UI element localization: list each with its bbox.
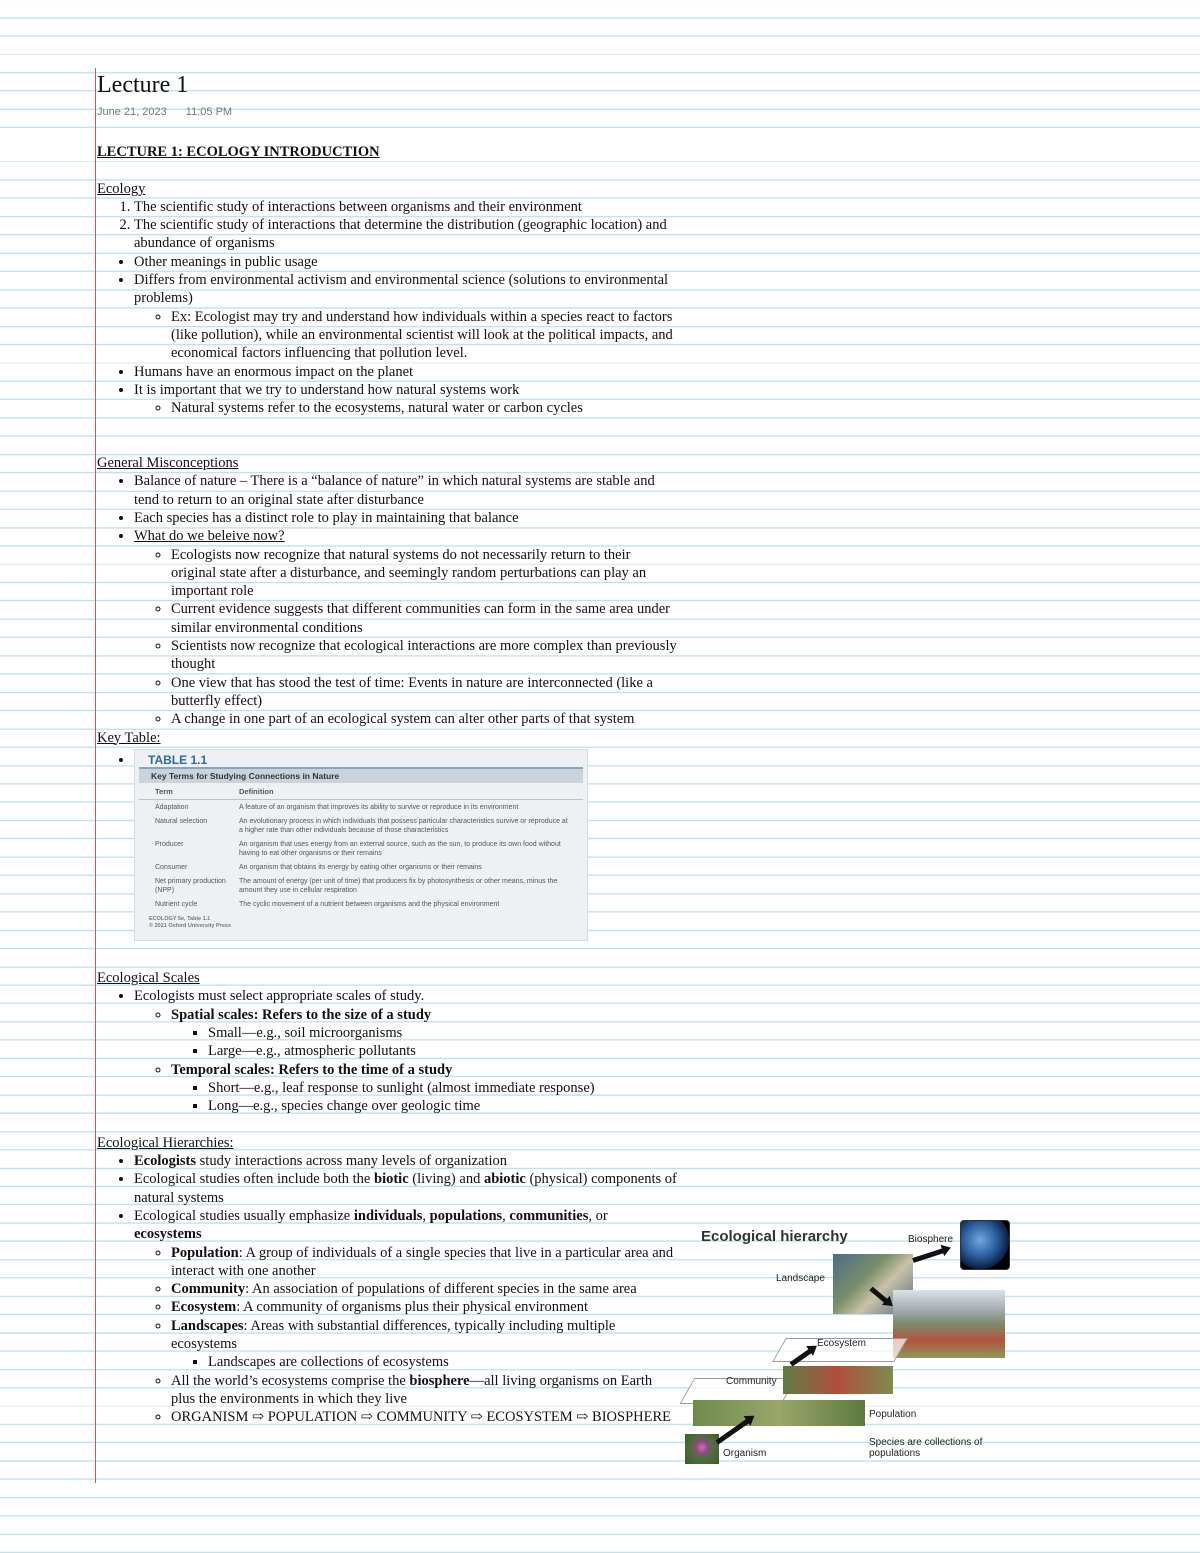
- page-meta: [97, 106, 248, 118]
- list-item: [134, 749, 677, 941]
- list-item: • What do we beleive now? ◦ Ecologists now recognize that natural systems do not necessarily return to their original state after a disturbance, and seemingly random perturbations can play an important role ◦ Current evidence suggests that different communities can form in the same area under similar environmental conditions ◦ Scientists now recognize that ecological interactions are more complex than previously thought ◦ One view that has stood the test of time: Events in nature are interconnected (like a butterfly effect) ◦ A change in one part of an ecological system can alter other parts of that system: [134, 527, 677, 728]
- table-row: Nutrient cycle The cyclic movement of a nutrient between organisms and the physical environment: [155, 900, 500, 908]
- main-heading: LECTURE 1: ECOLOGY INTRODUCTION: [97, 144, 380, 160]
- list-item: • Differs from environmental activism and environmental science (solutions to environmental problems) ◦ Ex: Ecologist may try and understand how individuals within a species react to factors (like pollution), while an environmental scientist will look at the political impacts, and economical factors influencing that pollution level.: [134, 271, 677, 362]
- table-footer: ECOLOGY 5e, Table 1.1 © 2021 Oxford University Press: [149, 915, 232, 929]
- label-population: Population: [869, 1409, 917, 1420]
- hierarchies-list: [97, 1152, 677, 1426]
- list-item: 2. The scientific study of interactions that determine the distribution (geographic location) and abundance of organisms: [134, 216, 677, 253]
- list-item: • Ecological studies usually emphasize individuals, populations, communities, or ecosystems ◦ Population: A group of individuals of a single species that live in a particular area and interact with one another ◦ Community: An association of populations of different species in the same area ◦ Ecosystem: A community of organisms plus their physical environment ◦ Landscapes: Areas with substantial differences, typically including multiple ecosystems ▪ Landscapes are collections of ecosystems ◦ All the world’s ecosystems comprise the biosphere—all living organisms on Earth plus the environments in which they live ◦ ORGANISM ⇨ POPULATION ⇨ COMMUNITY ⇨ ECOSYSTEM ⇨ BIOSPHERE: [134, 1207, 677, 1427]
- list-item: • Other meanings in public usage: [134, 253, 677, 271]
- list-item: ◦ A change in one part of an ecological system can alter other parts of that system: [171, 710, 677, 728]
- note-body[interactable]: [97, 143, 677, 1427]
- earth-globe-icon: [960, 1220, 1010, 1270]
- list-item: ◦ ORGANISM ⇨ POPULATION ⇨ COMMUNITY ⇨ ECOSYSTEM ⇨ BIOSPHERE: [171, 1408, 677, 1426]
- table-row: Producer An organism that uses energy from an external source, such as the sun, to produce its own food without having to eat other organisms or their remains: [155, 840, 561, 857]
- list-item: • Humans have an enormous impact on the planet: [134, 363, 677, 381]
- table-row: Net primary production (NPP) The amount of energy (per unit of time) that producers fix by photosynthesis or other means, minus the amount they use in cellular respiration: [155, 877, 558, 894]
- list-item: ▪ Short—e.g., leaf response to sunlight (almost immediate response): [208, 1079, 677, 1097]
- table-header: Term Definition: [139, 783, 583, 800]
- misconceptions-heading: General Misconceptions: [97, 455, 239, 472]
- list-item: • Ecological studies often include both the biotic (living) and abiotic (physical) components of natural systems: [134, 1170, 677, 1207]
- page-margin-line: [95, 68, 96, 1483]
- page-date: June 21, 2023: [97, 106, 167, 118]
- list-item: ▪ Large—e.g., atmospheric pollutants: [208, 1042, 677, 1060]
- label-organism: Organism: [723, 1448, 767, 1459]
- ecology-points: [97, 253, 677, 418]
- list-item: 1. The scientific study of interactions between organisms and their environment: [134, 198, 677, 216]
- hierarchies-heading: Ecological Hierarchies:: [97, 1134, 234, 1151]
- population-photo: [693, 1400, 865, 1426]
- list-item: ◦ One view that has stood the test of time: Events in nature are interconnected (like a butterfly effect): [171, 674, 677, 711]
- list-item: ▪ Long—e.g., species change over geologic time: [208, 1097, 677, 1115]
- table-row: Adaptation A feature of an organism that improves its ability to survive or reproduce in its environment: [155, 803, 519, 811]
- list-item: ◦ Ecosystem: A community of organisms plus their physical environment: [171, 1298, 677, 1316]
- ecology-heading: Ecology: [97, 180, 146, 197]
- key-table-heading: Key Table:: [97, 729, 161, 746]
- misconceptions-list: [97, 472, 677, 728]
- list-item: ◦ Scientists now recognize that ecological interactions are more complex than previously thought: [171, 637, 677, 674]
- table-row: Natural selection An evolutionary process in which individuals that possess particular characteristics survive or reproduce at a higher rate than other individuals because of those characteristics: [155, 817, 568, 834]
- list-item: • Balance of nature – There is a “balance of nature” in which natural systems are stable and tend to return to an original state after disturbance: [134, 472, 677, 509]
- list-item: ◦ Landscapes: Areas with substantial differences, typically including multiple ecosystems ▪ Landscapes are collections of ecosystems: [171, 1317, 677, 1372]
- list-item: ◦ Ecologists now recognize that natural systems do not necessarily return to their original state after a disturbance, and seemingly random perturbations can play an important role: [171, 546, 677, 601]
- list-item: • It is important that we try to understand how natural systems work ◦ Natural systems refer to the ecosystems, natural water or carbon cycles: [134, 381, 677, 418]
- community-photo: [783, 1366, 893, 1394]
- table-row: Consumer An organism that obtains its energy by eating other organisms or their remains: [155, 863, 482, 871]
- scales-heading: Ecological Scales: [97, 970, 200, 987]
- list-item: ▪ Small—e.g., soil microorganisms: [208, 1024, 677, 1042]
- list-item: ◦ Spatial scales: Refers to the size of a study ▪ Small—e.g., soil microorganisms ▪ Large—e.g., atmospheric pollutants: [171, 1006, 677, 1061]
- list-item: ◦ Temporal scales: Refers to the time of a study ▪ Short—e.g., leaf response to sunlight (almost immediate response) ▪ Long—e.g., species change over geologic time: [171, 1061, 677, 1116]
- label-species-note: Species are collections of populations: [869, 1437, 983, 1459]
- ecological-hierarchy-figure: [683, 1218, 1013, 1468]
- figure-title: Ecological hierarchy: [701, 1228, 848, 1245]
- list-item: ◦ Community: An association of populations of different species in the same area: [171, 1280, 677, 1298]
- ecology-definitions: [97, 198, 677, 253]
- list-item: • Ecologists must select appropriate scales of study. ◦ Spatial scales: Refers to the size of a study ▪ Small—e.g., soil microorganisms ▪ Large—e.g., atmospheric pollutants ◦ Temporal scales: Refers to the time of a study ▪ Short—e.g., leaf response to sunlight (almost immediate response) ▪ Long—e.g., species change over geologic time: [134, 987, 677, 1115]
- scales-list: [97, 987, 677, 1115]
- list-item: • Each species has a distinct role to play in maintaining that balance: [134, 509, 677, 527]
- list-item: ◦ All the world’s ecosystems comprise the biosphere—all living organisms on Earth plus the environments in which they live: [171, 1372, 677, 1409]
- label-ecosystem: Ecosystem: [817, 1338, 866, 1349]
- list-item: ◦ Current evidence suggests that different communities can form in the same area under similar environmental conditions: [171, 600, 677, 637]
- list-item: • Ecologists study interactions across many levels of organization: [134, 1152, 677, 1170]
- list-item: ◦ Natural systems refer to the ecosystems, natural water or carbon cycles: [171, 399, 677, 417]
- ecosystem-photo: [893, 1290, 1005, 1358]
- page-title: Lecture 1: [97, 72, 189, 98]
- key-terms-table-image: [134, 749, 588, 941]
- list-item: ▪ Landscapes are collections of ecosystems: [208, 1353, 677, 1371]
- key-table-list: [97, 749, 677, 941]
- label-biosphere: Biosphere: [908, 1234, 954, 1245]
- table-subtitle: Key Terms for Studying Connections in Nature: [139, 767, 583, 783]
- label-community: Community: [726, 1376, 777, 1387]
- page-time: 11:05 PM: [185, 106, 233, 118]
- label-landscape: Landscape: [776, 1273, 825, 1284]
- list-item: ◦ Ex: Ecologist may try and understand how individuals within a species react to factors (like pollution), while an environmental scientist will look at the political impacts, and economical factors influencing that pollution level.: [171, 308, 677, 363]
- organism-photo: [685, 1434, 719, 1464]
- table-caption: • TABLE 1.1: [148, 752, 208, 767]
- list-item: ◦ Population: A group of individuals of a single species that live in a particular area and interact with one another: [171, 1244, 677, 1281]
